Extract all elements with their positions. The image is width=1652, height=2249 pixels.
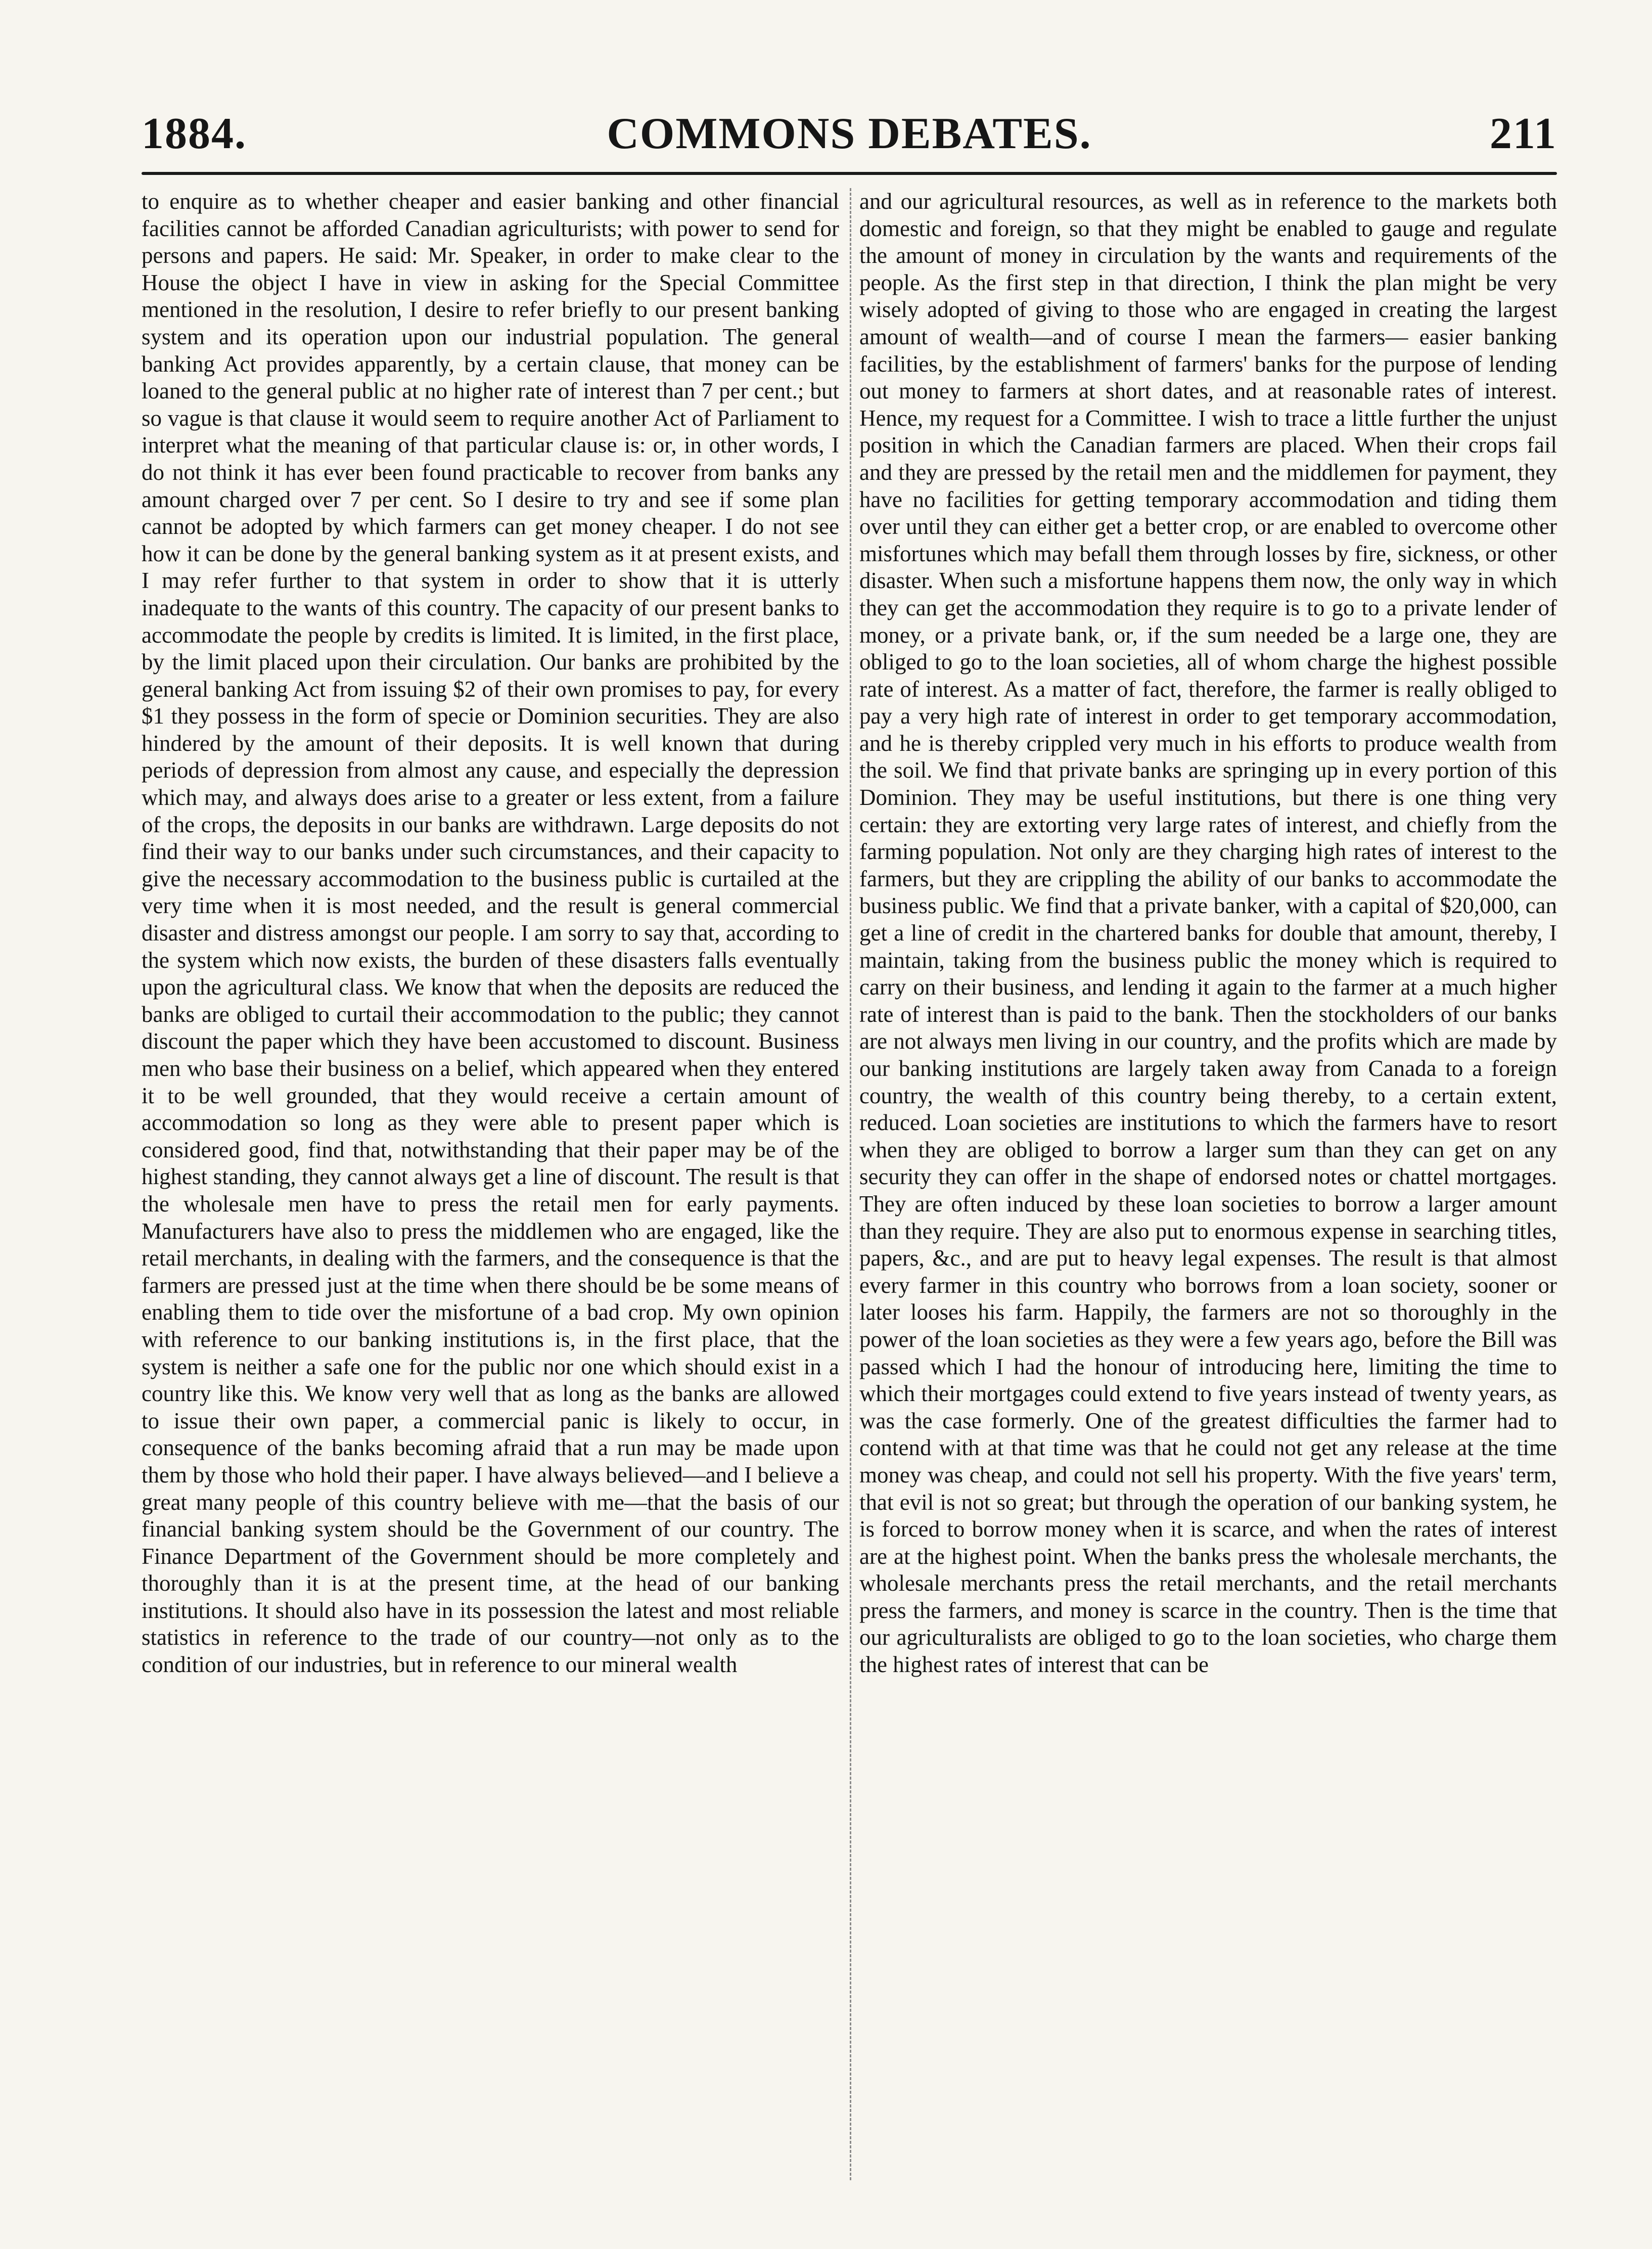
column-divider: [850, 188, 851, 2180]
page-number: 211: [1489, 109, 1557, 158]
page-header: [142, 106, 1557, 162]
left-column-text: to enquire as to whether cheaper and easier banking and other financial facilities cannot be afforded Canadian agriculturists; with power to send for persons and papers. He said: Mr. Speaker, in order to make clear to the House the object I have in view in asking for the Special Committee mentioned in the resolution, I desire to refer briefly to our present banking system and its operation upon our industrial population. The general banking Act provides apparently, by a certain clause, that money can be loaned to the general public at no higher rate of interest than 7 per cent.; but so vague is that clause it would seem to require another Act of Parliament to interpret what the meaning of that particular clause is: or, in other words, I do not think it has ever been found practicable to recover from banks any amount charged over 7 per cent. So I desire to try and see if some plan cannot be adopted by which farmers can get money cheaper. I do not see how it can be done by the general banking system as it at present exists, and I may refer further to that system in order to show that it is utterly inadequate to the wants of this country. The capacity of our present banks to accommodate the people by credits is limited. It is limited, in the first place, by the limit placed upon their circulation. Our banks are prohibited by the general banking Act from issuing $2 of their own promises to pay, for every $1 they possess in the form of specie or Dominion securities. They are also hindered by the amount of their deposits. It is well known that during periods of depression from almost any cause, and especially the depression which may, and always does arise to a greater or less extent, from a failure of the crops, the deposits in our banks are withdrawn. Large deposits do not find their way to our banks under such circumstances, and their capacity to give the necessary accommodation to the business public is curtailed at the very time when it is most needed, and the result is general commercial disaster and distress amongst our people. I am sorry to say that, according to the system which now exists, the burden of these disasters falls eventually upon the agricultural class. We know that when the deposits are reduced the banks are obliged to curtail their accommodation to the public; they cannot discount the paper which they have been accustomed to discount. Business men who base their business on a belief, which appeared when they entered it to be well grounded, that they would receive a certain amount of accommodation so long as they were able to present paper which is considered good, find that, notwithstanding that their paper may be of the highest standing, they cannot always get a line of discount. The result is that the wholesale men have to press the retail men for early payments. Manufacturers have also to press the middlemen who are engaged, like the retail merchants, in dealing with the farmers, and the consequence is that the farmers are pressed just at the time when there should be be some means of enabling them to tide over the misfortune of a bad crop. My own opinion with reference to our banking institutions is, in the first place, that the system is neither a safe one for the public nor one which should exist in a country like this. We know very well that as long as the banks are allowed to issue their own paper, a commercial panic is likely to occur, in consequence of the banks becoming afraid that a run may be made upon them by those who hold their paper. I have always believed—and I believe a great many people of this country believe with me—that the basis of our financial banking system should be the Government of our country. The Finance Department of the Government should be more completely and thoroughly than it is at the present time, at the head of our banking institutions. It should also have in its possession the latest and most reliable statistics in reference to the trade of our country—not only as to the condition of our industries, but in reference to our mineral wealth: [142, 189, 839, 1678]
left-column: [142, 188, 839, 1679]
header-rule: [142, 172, 1557, 175]
page-title: COMMONS DEBATES.: [607, 109, 1092, 158]
right-column-text: and our agricultural resources, as well as in reference to the markets both domestic and foreign, so that they might be enabled to gauge and regulate the amount of money in circulation by the wants and requirements of the people. As the first step in that direction, I think the plan might be very wisely adopted of giving to those who are engaged in creating the largest amount of wealth—and of course I mean the farmers— easier banking facilities, by the establishment of farmers' banks for the purpose of lending out money to farmers at short dates, and at reasonable rates of interest. Hence, my request for a Committee. I wish to trace a little further the unjust position in which the Canadian farmers are placed. When their crops fail and they are pressed by the retail men and the middlemen for payment, they have no facilities for getting temporary accommodation and tiding them over until they can either get a better crop, or are enabled to overcome other misfortunes which may befall them through losses by fire, sickness, or other disaster. When such a misfortune happens them now, the only way in which they can get the accommodation they require is to go to a private lender of money, or a private bank, or, if the sum needed be a large one, they are obliged to go to the loan societies, all of whom charge the highest possible rate of interest. As a matter of fact, therefore, the farmer is really obliged to pay a very high rate of interest in order to get temporary accommodation, and he is thereby crippled very much in his efforts to produce wealth from the soil. We find that private banks are springing up in every portion of this Dominion. They may be useful institutions, but there is one thing very certain: they are extorting very large rates of interest, and chiefly from the farming population. Not only are they charging high rates of interest to the farmers, but they are crippling the ability of our banks to accommodate the business public. We find that a private banker, with a capital of $20,000, can get a line of credit in the chartered banks for double that amount, thereby, I maintain, taking from the business public the money which is required to carry on their business, and lending it again to the farmer at a much higher rate of interest than is paid to the bank. Then the stockholders of our banks are not always men living in our country, and the profits which are made by our banking institutions are largely taken away from Canada to a foreign country, the wealth of this country being thereby, to a certain extent, reduced. Loan societies are institutions to which the farmers have to resort when they are obliged to borrow a larger sum than they can get on any security they can offer in the shape of endorsed notes or chattel mortgages. They are often induced by these loan societies to borrow a larger amount than they require. They are also put to enormous expense in searching titles, papers, &c., and are put to heavy legal expenses. The result is that almost every farmer in this country who borrows from a loan society, sooner or later looses his farm. Happily, the farmers are not so thoroughly in the power of the loan societies as they were a few years ago, before the Bill was passed which I had the honour of introducing here, limiting the time to which their mortgages could extend to five years instead of twenty years, as was the case formerly. One of the greatest difficulties the farmer had to contend with at that time was that he could not get any release at the time money was cheap, and could not sell his property. With the five years' term, that evil is not so great; but through the operation of our banking system, he is forced to borrow money when it is scarce, and when the rates of interest are at the highest point. When the banks press the wholesale merchants, the wholesale merchants press the retail merchants, and the retail merchants press the farmers, and money is scarce in the country. Then is the time that our agriculturalists are obliged to go to the loan societies, who charge them the highest rates of interest that can be: [859, 189, 1557, 1678]
right-column: [859, 188, 1557, 1679]
header-year: 1884.: [142, 109, 247, 158]
